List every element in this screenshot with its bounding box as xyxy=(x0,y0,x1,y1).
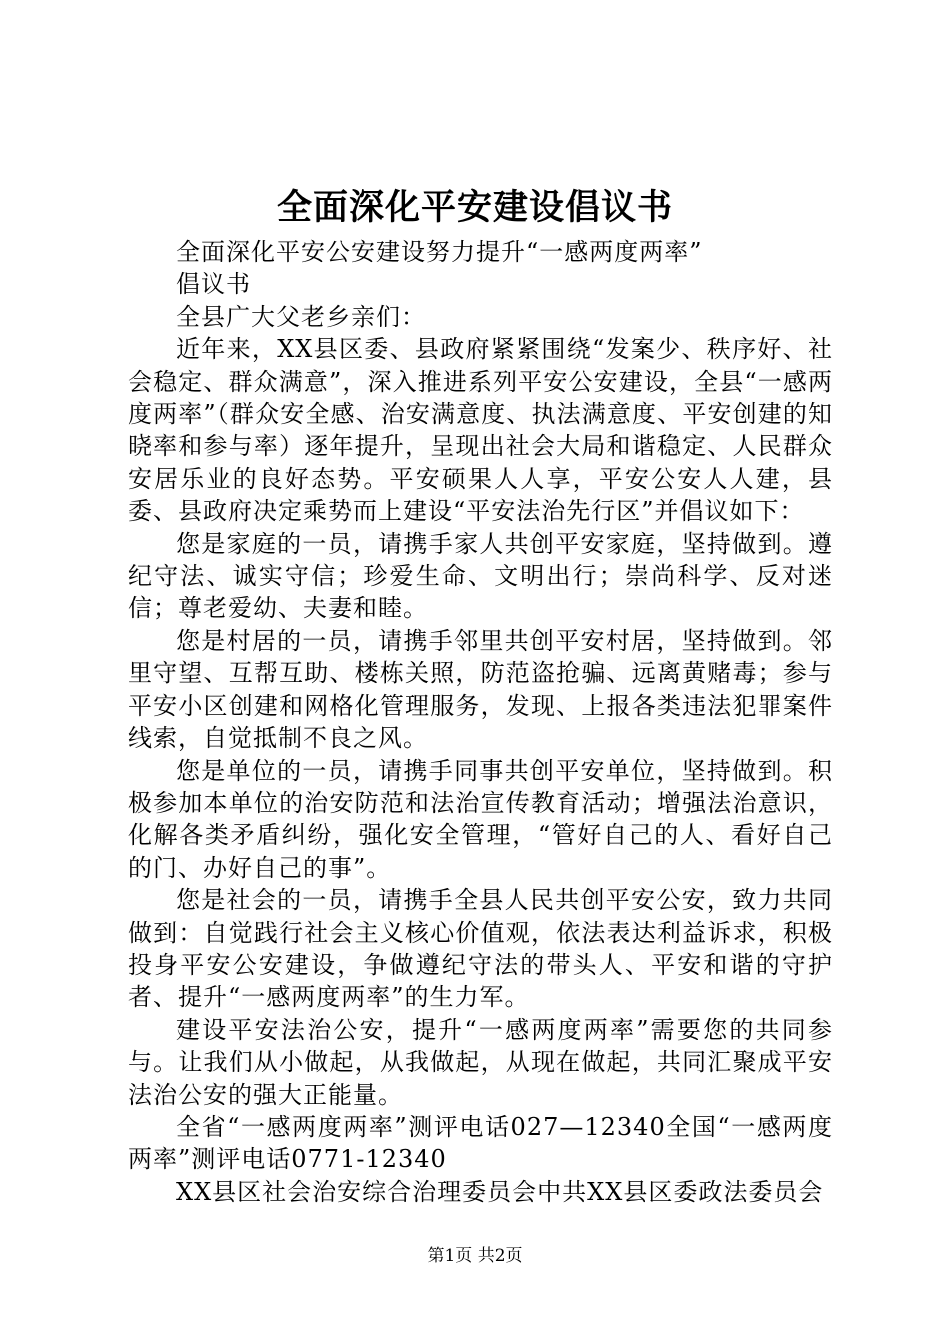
paragraph-signature: XX县区社会治安综合治理委员会中共XX县区委政法委员会 xyxy=(176,1177,824,1206)
paragraph-village: 您是村居的一员，请携手邻里共创平安村居，坚持做到。邻里守望、互帮互助、楼栋关照，防范盗抢骗、远离黄赌毒；参与平安小区创建和网格化管理服务，发现、上报各类违法犯罪案件线索，自觉抵制不良之风。 xyxy=(128,626,833,753)
paragraph-salutation: 全县广大父老乡亲们： xyxy=(176,302,426,331)
paragraph-subtitle-2: 倡议书 xyxy=(176,270,251,299)
paragraph-society: 您是社会的一员，请携手全县人民共创平安公安，致力共同做到：自觉践行社会主义核心价值观，依法表达利益诉求，积极投身平安公安建设，争做遵纪守法的带头人、平安和谐的守护者、提升“一感两度两率”的生力军。 xyxy=(128,886,833,1012)
paragraph-family: 您是家庭的一员，请携手家人共创平安家庭，坚持做到。遵纪守法、诚实守信；珍爱生命、文明出行；崇尚科学、反对迷信；尊老爱幼、夫妻和睦。 xyxy=(128,529,833,623)
document-title: 全面深化平安建设倡议书 xyxy=(276,187,673,228)
paragraph-phone-numbers: 全省“一感两度两率”测评电话027—12340全国“一感两度两率”测评电话0771-12340 xyxy=(128,1112,833,1174)
paragraph-subtitle: 全面深化平安公安建设努力提升“一感两度两率” xyxy=(176,238,703,266)
page-footer: 第1页 共2页 xyxy=(427,1246,523,1266)
document-body xyxy=(128,236,833,1208)
paragraph-intro: 近年来，XX县区委、县政府紧紧围绕“发案少、秩序好、社会稳定、群众满意”，深入推进系列平安公安建设，全县“一感两度两率”（群众安全感、治安满意度、执法满意度、平安创建的知晓率和参与率）逐年提升，呈现出社会大局和谐稳定、人民群众安居乐业的良好态势。平安硕果人人享，平安公安人人建，县委、县政府决定乘势而上建设“平安法治先行区”并倡议如下： xyxy=(128,335,833,526)
paragraph-call-to-action: 建设平安法治公安，提升“一感两度两率”需要您的共同参与。让我们从小做起，从我做起，从现在做起，共同汇聚成平安法治公安的强大正能量。 xyxy=(128,1015,833,1109)
paragraph-workplace: 您是单位的一员，请携手同事共创平安单位，坚持做到。积极参加本单位的治安防范和法治宣传教育活动；增强法治意识，化解各类矛盾纠纷，强化安全管理，“管好自己的人、看好自己的门、办好自己的事”。 xyxy=(128,756,833,882)
